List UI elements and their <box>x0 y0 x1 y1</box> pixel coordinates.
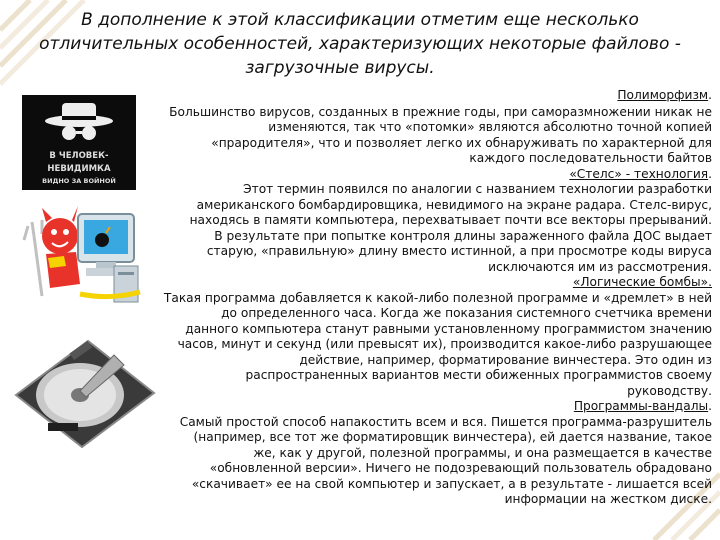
body-line: Этот термин появился по аналогии с названием технологии разработки <box>243 182 712 196</box>
body-line: В результате при попытке контроля длины зараженного файла ДОС выдает <box>214 228 712 243</box>
title-line: загрузочные вирусы. <box>245 58 435 78</box>
section-heading: «Стелс» - технология <box>569 166 709 181</box>
hard-drive-image <box>8 335 158 450</box>
devil-computer-icon <box>20 196 145 306</box>
title-line: отличительных особенностей, характеризующих некоторые файлово - <box>39 34 681 54</box>
section-heading-line <box>152 275 712 291</box>
body-line: «скачивает» ее на свой компьютер и запускает, а в результате - лишается всей <box>191 476 712 491</box>
body-line: (например, все тот же форматировщик винчестера), ей дается название, такое <box>193 430 712 444</box>
body-line: находясь в памяти компьютера, перехватывает почти все векторы прерываний. <box>189 213 712 227</box>
heading-suffix: . <box>708 166 712 181</box>
section-polymorphism <box>152 88 712 167</box>
section-heading-line <box>152 88 712 104</box>
section-heading: Полиморфизм <box>617 88 709 102</box>
body-line: Большинство вирусов, созданных в прежние годы, при саморазмножении никак не <box>169 104 712 119</box>
heading-suffix: . <box>708 399 712 413</box>
poster-caption <box>22 150 136 186</box>
body-line: изменяются, так что «потомки» являются абсолютно точной копией <box>268 120 712 134</box>
section-logic-bombs <box>152 275 712 399</box>
text-column <box>152 88 712 508</box>
body-line: исключаются им из рассмотрения. <box>488 259 712 274</box>
body-line: старую, «правильную» длину вместо истинной, а при просмотре коды вируса <box>206 244 712 258</box>
body-line: же, как у другой, полезной программы, и она размещается в качестве <box>253 445 712 460</box>
heading-suffix: . <box>708 88 712 102</box>
body-line: каждого последовательности байтов <box>469 151 712 165</box>
section-heading: «Логические бомбы». <box>572 275 712 289</box>
poster-caption-line: ВИДНО ЗА ВОЙНОЙ <box>42 177 116 185</box>
section-vandals <box>152 399 712 508</box>
devil-computer-image <box>20 196 145 306</box>
poster-caption-line: В ЧЕЛОВЕК-НЕВИДИМКА <box>47 151 111 174</box>
section-heading-line <box>152 399 712 415</box>
section-heading: Программы-вандалы <box>573 399 709 413</box>
body-line: руководству. <box>627 383 712 398</box>
body-line: «прародителя», что и позволяет легко их обнаруживать по характерной для <box>211 135 712 150</box>
title-line: В дополнение к этой классификации отметим еще несколько <box>81 10 639 30</box>
body-line: распространенных вариантов мести обиженных программистов своему <box>245 368 712 382</box>
body-line: Самый простой способ напакостить всем и вся. Пишется программа-разрушитель <box>179 414 712 429</box>
body-line: действие, например, форматирование винчестера. Это один из <box>299 352 712 367</box>
hard-drive-icon <box>8 335 158 450</box>
body-line: американского бомбардировщика, невидимого на экране радара. Стелс-вирус, <box>196 197 712 212</box>
section-stealth <box>152 167 712 276</box>
body-line: часов, минут и секунд (или превысят их), производится какое-либо разрушающее <box>177 337 712 351</box>
body-line: «обновленной версии». Ничего не подозревающий пользователь обрадовано <box>209 461 712 475</box>
body-line: Такая программа добавляется к какой-либо полезной программе и «дремлет» в ней <box>163 290 712 305</box>
body-line: данного компьютера станут равными установленному программистом значению <box>185 321 712 336</box>
body-line: до определенного часа. Когда же показания системного счетчика времени <box>221 306 712 320</box>
slide-title <box>0 8 720 80</box>
body-line: информации на жестком диске. <box>504 492 712 506</box>
invisible-man-image <box>22 95 136 190</box>
section-heading-line <box>152 167 712 183</box>
